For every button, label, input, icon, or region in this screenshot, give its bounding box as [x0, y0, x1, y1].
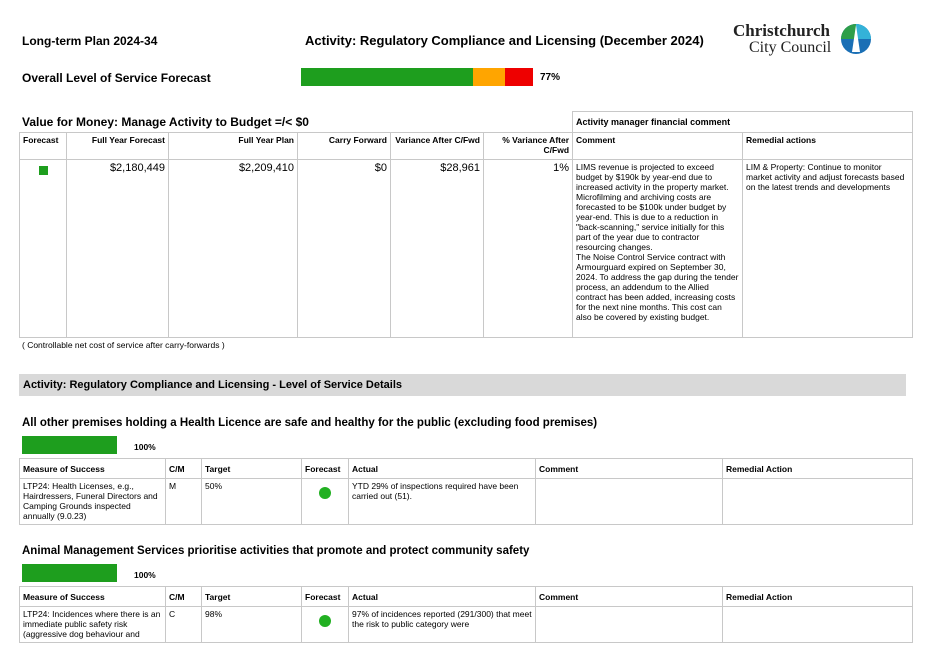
remedial-text	[723, 607, 913, 643]
full-year-plan-value: $2,209,410	[169, 160, 298, 338]
forecast-status-dot	[319, 487, 331, 499]
col-forecast: Forecast	[302, 459, 349, 479]
col-comment: Comment	[573, 133, 743, 160]
col-remedial-action: Remedial Action	[723, 459, 913, 479]
col-carry-forward: Carry Forward	[298, 133, 391, 160]
measure-text: LTP24: Health Licenses, e.g., Hairdressers, Funeral Directors and Camping Grounds inspected annually (9.0.23)	[20, 479, 166, 525]
section-1-title: All other premises holding a Health Licence are safe and healthy for the public (excluding food premises)	[22, 417, 598, 429]
cathedral-spire-icon	[839, 22, 873, 56]
plan-title: Long-term Plan 2024-34	[22, 34, 158, 48]
section-2-title: Animal Management Services prioritise activities that promote and protect community safety	[22, 545, 530, 557]
remedial-actions: LIM & Property: Continue to monitor market activity and adjust forecasts based on the latest trends and developments	[743, 160, 913, 338]
col-full-year-plan: Full Year Plan	[169, 133, 298, 160]
section-1-percent: 100%	[134, 442, 156, 452]
forecast-status-square	[39, 166, 48, 175]
measure-text: LTP24: Incidences where there is an immediate public safety risk (aggressive dog behaviour and	[20, 607, 166, 643]
financial-comment: LIMS revenue is projected to exceed budget by $190k by year-end due to increased activity in the property market. Microfilming and archiving costs are forecasted to be $100k under budget by year-end. This is due to a reduction in "back-scanning," service initially for this part of the year due to contractor resourcing changes. The Noise Control Service contract with Armourguard expired on September 30, 2024. To address the gap during the tender process, an addendum to the Allied contract has been added, increasing costs for the next nine months. This cost can also be covered by existing budget.	[573, 160, 743, 338]
overall-progress-bar	[301, 68, 533, 86]
logo-line2: City Council	[749, 39, 832, 56]
council-logo	[733, 22, 873, 62]
col-measure: Measure of Success	[20, 459, 166, 479]
target-value: 98%	[202, 607, 302, 643]
overall-percent: 77%	[540, 72, 561, 83]
col-full-year-forecast: Full Year Forecast	[67, 133, 169, 160]
target-value: 50%	[202, 479, 302, 525]
col-cm: C/M	[166, 587, 202, 607]
section-1-progress-fill	[22, 436, 117, 454]
forecast-cell	[302, 479, 349, 525]
comment-text	[536, 479, 723, 525]
actual-text: 97% of incidences reported (291/300) that meet the risk to public category were	[349, 607, 536, 643]
forecast-status-dot	[319, 615, 331, 627]
col-actual: Actual	[349, 459, 536, 479]
col-target: Target	[202, 459, 302, 479]
col-pct-variance: % Variance After C/Fwd	[484, 133, 573, 160]
vfm-title: Value for Money: Manage Activity to Budget =/< $0	[22, 115, 309, 129]
los-banner: Activity: Regulatory Compliance and Licensing - Level of Service Details	[19, 374, 906, 396]
table-row	[20, 479, 913, 525]
vfm-row	[20, 160, 913, 338]
logo-line1: Christchurch	[733, 21, 830, 40]
col-remedial-action: Remedial Action	[723, 587, 913, 607]
forecast-cell	[20, 160, 67, 338]
manager-comment-header: Activity manager financial comment	[573, 112, 913, 133]
section-2-progress-bar	[22, 564, 117, 582]
col-comment: Comment	[536, 587, 723, 607]
overall-bar-segment-1	[301, 68, 473, 86]
table-row	[20, 607, 913, 643]
section-2-percent: 100%	[134, 570, 156, 580]
section-2-table	[19, 586, 913, 643]
cm-value: C	[166, 607, 202, 643]
pct-variance-value: 1%	[484, 160, 573, 338]
vfm-footnote: ( Controllable net cost of service after carry-forwards )	[22, 340, 225, 350]
actual-text: YTD 29% of inspections required have been carried out (51).	[349, 479, 536, 525]
comment-text	[536, 607, 723, 643]
remedial-text	[723, 479, 913, 525]
col-remedial: Remedial actions	[743, 133, 913, 160]
section-1-table	[19, 458, 913, 525]
cm-value: M	[166, 479, 202, 525]
section-1-progress-bar	[22, 436, 117, 454]
activity-title: Activity: Regulatory Compliance and Licensing (December 2024)	[305, 33, 704, 48]
variance-value: $28,961	[391, 160, 484, 338]
col-variance: Variance After C/Fwd	[391, 133, 484, 160]
carry-forward-value: $0	[298, 160, 391, 338]
overall-bar-segment-2	[473, 68, 505, 86]
forecast-cell	[302, 607, 349, 643]
col-actual: Actual	[349, 587, 536, 607]
overall-los-label: Overall Level of Service Forecast	[22, 71, 211, 85]
col-comment: Comment	[536, 459, 723, 479]
col-cm: C/M	[166, 459, 202, 479]
col-target: Target	[202, 587, 302, 607]
section-2-progress-fill	[22, 564, 117, 582]
col-forecast: Forecast	[20, 133, 67, 160]
full-year-forecast-value: $2,180,449	[67, 160, 169, 338]
vfm-table	[19, 111, 913, 338]
col-measure: Measure of Success	[20, 587, 166, 607]
col-forecast: Forecast	[302, 587, 349, 607]
overall-bar-segment-3	[505, 68, 533, 86]
